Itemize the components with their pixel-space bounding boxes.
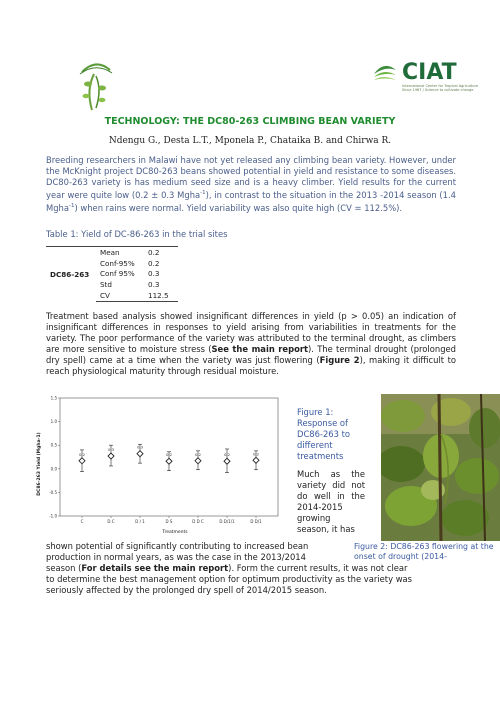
intro-text-1: Breeding researchers in Malawi have not yet released any climbing bean variety. However, under the McKnight project DC80-263 beans showed potential in yield and resistance to some diseases. DC80-263 variety is has medium seed size and is a heavy climber. Yield results for the current year were quite low (0.2 ± 0.3 Mgha — [46, 155, 456, 200]
figure-2-ref: Figure 2 — [319, 355, 360, 365]
data-label: 0.2 — [194, 451, 202, 457]
data-point — [79, 458, 85, 464]
main-report-ref: For details see the main report — [81, 563, 229, 573]
data-label: 0.3 — [107, 447, 115, 453]
x-axis-label: Treatments — [162, 530, 188, 535]
y-tick-label: -1.0 — [49, 513, 57, 519]
y-tick-label: 0.5 — [50, 442, 57, 448]
y-tick-label: 0.0 — [50, 466, 57, 472]
conclusion-line: shown potential of significantly contributing to increased bean — [46, 541, 309, 551]
x-tick-label: D C — [107, 519, 115, 524]
x-tick-label: D / 1 — [135, 519, 145, 524]
ciat-tagline: International Center for Tropical Agriculture — [402, 84, 478, 88]
unit-superscript: -1 — [68, 202, 75, 209]
side-paragraph: Much as the variety did not do well in the 2014-2015 growing season, it has — [297, 469, 365, 534]
ciat-wordmark: CIAT — [402, 60, 457, 85]
stat-value: 0.2 — [148, 258, 160, 268]
figure-1-caption: Figure 1: Response of DC86-263 to different treatments — [297, 407, 351, 461]
intro-paragraph — [46, 155, 456, 214]
data-label: 0.2 — [223, 452, 231, 458]
analysis-text-3: ), making it difficult to reach physiological maturity through residual moisture. — [46, 355, 456, 376]
analysis-paragraph — [46, 311, 456, 377]
analysis-text-1: Treatment based analysis showed insignificant differences in yield (p > 0.05) an indication of insignificant differences in responses to yield arising from variabilities in treatments for the variety. The poor performance of the variety was attributed to the terminal drought, as climbers are more sensitive to moisture stress ( — [46, 311, 456, 354]
data-point — [166, 458, 172, 464]
intro-text-3: ) when rains were normal. Yield variability was also quite high (CV = 112.5%). — [74, 202, 403, 213]
data-point — [253, 457, 259, 463]
ciat-logo — [372, 60, 478, 96]
conclusion-text: ). Form the current results, it was not clear — [228, 563, 408, 573]
bean-plant-photo — [381, 394, 500, 541]
table-row — [46, 247, 178, 258]
stat-label: CV — [96, 290, 144, 301]
y-tick-label: -0.5 — [49, 489, 57, 495]
data-point — [224, 458, 230, 464]
stat-label: Mean — [96, 247, 144, 258]
x-tick-label: D S — [165, 519, 173, 524]
stat-label: Std — [100, 280, 112, 290]
stat-value: 0.3 — [148, 269, 160, 279]
data-label: 0.2 — [252, 451, 260, 457]
yield-chart-svg — [34, 392, 286, 536]
stat-label: Conf 95% — [100, 269, 135, 279]
stat-value: 0.3 — [148, 280, 160, 290]
unit-superscript: -1 — [200, 190, 206, 196]
x-tick-label: D D C — [192, 519, 204, 524]
figure-2-caption: Figure 2: DC86-263 flowering at the onset of drought (2014- — [354, 542, 494, 561]
data-point — [137, 451, 143, 457]
data-point — [195, 458, 201, 464]
conclusion-paragraph — [46, 541, 456, 596]
data-label: 0.2 — [165, 452, 173, 458]
intro-text-2: ), in contrast to the situation in the 2013 -2014 season (1.4 Mgha — [46, 189, 456, 213]
y-tick-label: 1.5 — [50, 395, 57, 401]
bean-logo — [72, 56, 120, 114]
page-title: TECHNOLOGY: THE DC80-263 CLIMBING BEAN VARIETY — [104, 116, 396, 127]
variety-cell: DC86-263 — [46, 247, 96, 302]
stat-label: Conf-95% — [100, 258, 135, 268]
stat-value: 0.2 — [144, 247, 178, 258]
y-tick-label: 1.0 — [50, 419, 57, 425]
data-label: 0.3 — [136, 444, 144, 450]
x-tick-label: D D/1/1 — [219, 519, 235, 524]
conclusion-line: production in normal years, as was the case in the 2013/2014 — [46, 552, 306, 562]
conclusion-line: seriously affected by the prolonged dry spell of 2014/2015 season. — [46, 585, 327, 595]
authors: Ndengu G., Desta L.T., Mponela P., Chataika B. and Chirwa R. — [108, 136, 392, 146]
ciat-leaf-icon — [372, 62, 398, 84]
y-axis-label: DC86-263 Yield (Mgha-1) — [37, 432, 42, 496]
analysis-text-2: ). The terminal drought (prolonged dry spell) came at a time when the variety was just flowering ( — [46, 344, 456, 365]
yield-chart — [34, 392, 286, 536]
data-label: 0.2 — [78, 451, 86, 457]
conclusion-text: season ( — [46, 563, 82, 573]
data-point — [108, 453, 114, 459]
x-tick-label: C — [80, 519, 84, 524]
main-report-ref: See the main report — [211, 344, 308, 354]
conclusion-line — [46, 563, 456, 574]
x-tick-label: D D/1 — [250, 519, 262, 524]
table-caption: Table 1: Yield of DC-86-263 in the trial sites — [46, 229, 228, 239]
stat-value: 112.5 — [144, 290, 178, 301]
ciat-tagline-2: Since 1967 / Science to cultivate change — [402, 88, 474, 92]
conclusion-line: to determine the best management option for optimum productivity as the variety was — [46, 574, 413, 584]
yield-table — [46, 246, 178, 302]
